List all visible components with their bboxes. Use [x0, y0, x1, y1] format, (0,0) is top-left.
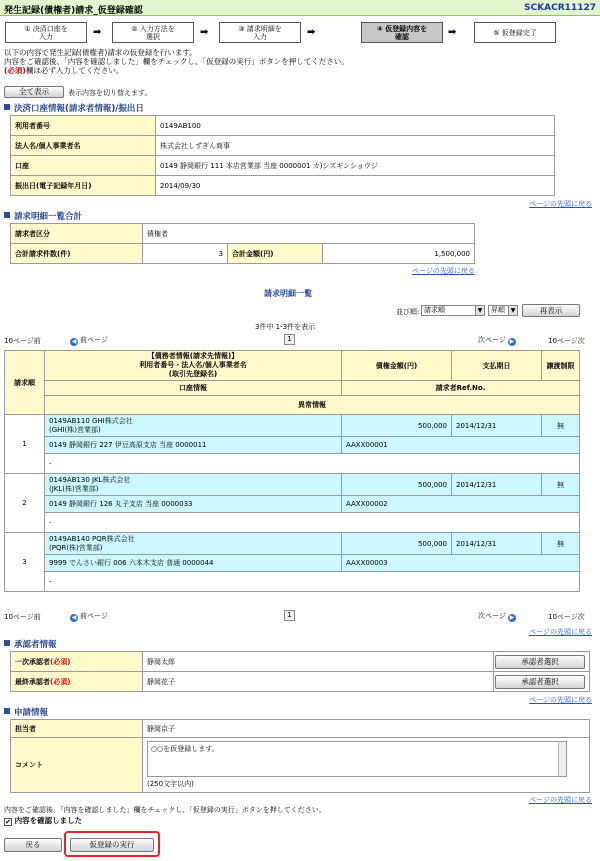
confirm-checkbox-row[interactable]: ✔ 内容を確認しました	[5, 816, 83, 826]
arrow-right-icon: ➡	[307, 27, 316, 38]
chevron-down-icon: ▼	[475, 306, 484, 315]
back-to-top-link[interactable]: ページの先頭に戻る	[529, 200, 592, 208]
redisplay-button[interactable]: 再表示	[522, 304, 580, 317]
table-row: 2 0149AB130 JKL株式会社 (JKL(株)営業部) 500,000 2014/12/31 無	[5, 474, 580, 496]
summary-table: 請求者区分 債権者 合計請求件数(件) 3 合計金額(円) 1,500,000	[10, 223, 475, 264]
chevron-left-icon: ◀	[71, 614, 77, 621]
back-to-top-link[interactable]: ページの先頭に戻る	[529, 628, 592, 636]
prev-10-pages[interactable]: 10ページ前	[4, 613, 41, 621]
chevron-right-icon: ▶	[509, 614, 515, 621]
scrollbar[interactable]	[558, 742, 566, 776]
comment-textarea[interactable]: ○○を仮登録します。	[147, 741, 567, 777]
section-approver: 承認者情報	[4, 638, 57, 650]
back-button[interactable]: 戻る	[4, 838, 62, 852]
back-to-top-link[interactable]: ページの先頭に戻る	[529, 796, 592, 804]
section-account: 決済口座情報(請求者情報)/振出日	[4, 102, 144, 114]
next-10-pages[interactable]: 10ページ次	[548, 613, 585, 621]
next-10-pages[interactable]: 10ページ次	[548, 337, 585, 345]
next-page[interactable]: 次ページ ▶	[478, 612, 515, 621]
back-to-top-link[interactable]: ページの先頭に戻る	[412, 267, 475, 275]
page-number[interactable]: 1	[284, 610, 295, 621]
chevron-left-icon: ◀	[71, 338, 77, 345]
account-table: 利用者番号 0149AB100 法人名/個人事業者名 株式会社しずぎん商事 口座 0149 静岡銀行 111 本店営業部 当座 0000001 カ)シズギンショウジ 振出日(電子記録年月日) 2014/09/30	[10, 115, 555, 196]
result-count: 3件中 1-3件を表示	[255, 323, 316, 331]
approver-table: 一次承認者(必須) 静岡太郎 承認者選択 最終承認者(必須) 静岡花子 承認者選択	[10, 651, 590, 692]
prev-page[interactable]: ◀ 前ページ	[71, 612, 108, 621]
prev-10-pages[interactable]: 10ページ前	[4, 337, 41, 345]
section-apply: 申請情報	[4, 706, 48, 718]
list-title: 請求明細一覧	[264, 289, 312, 298]
step-3: ③ 請求明細を 入力	[219, 22, 301, 43]
detail-table: 請求順 【債務者情報(請求先情報)】 利用者番号・法人名/個人事業者名 (取引先登録名) 債権金額(円) 支払期日 譲渡制限 口座情報 請求者Ref.No. 異常情報 1 0149AB110 GHI株式会社 (GHI(株)営業部) 500,000 2014/12/31 無 0149 静岡銀行 227 伊豆高原支店 当座 0000011 AAXX00001 - 2 0149AB130 JKL株式会社 (JKL(株)営業部) 500,000 2014/12/31 無 0149 静岡銀行 126 丸子支店 当座 0000033 AAXX00002 - 3 0149AB140 PQR株式会社 (PQR(株)営業部) 500,000 2014/12/31 無 9999 でんさい銀行 006 六本木支店 普通 0000044 AAXX00003 -	[4, 350, 580, 592]
order-select[interactable]: 昇順 ▼	[488, 305, 518, 316]
step-5: ⑤ 仮登録完了	[474, 22, 556, 43]
arrow-right-icon: ➡	[93, 27, 102, 38]
confirm-note: 内容をご確認後、「内容を確認しました」欄をチェックし、「仮登録の実行」ボタンを押してください。	[4, 806, 326, 814]
arrow-right-icon: ➡	[200, 27, 209, 38]
prev-page[interactable]: ◀ 前ページ	[71, 336, 108, 345]
apply-table: 担当者 静岡京子 コメント ○○を仮登録します。 (250文字以内)	[10, 719, 590, 793]
table-row: 3 0149AB140 PQR株式会社 (PQR(株)営業部) 500,000 2014/12/31 無	[5, 533, 580, 555]
step-1: ① 決済口座を 入力	[5, 22, 87, 43]
page-number[interactable]: 1	[284, 334, 295, 345]
char-limit-note: (250文字以内)	[147, 780, 194, 788]
step-indicator	[5, 22, 595, 44]
page-title: 発生記録(債権者)請求_仮登録確認	[4, 6, 143, 16]
chevron-down-icon: ▼	[508, 306, 517, 315]
toggle-description: 表示内容を切り替えます。	[68, 89, 152, 97]
arrow-right-icon: ➡	[448, 27, 457, 38]
step-4-current: ④ 仮登録内容を 確認	[361, 22, 443, 43]
back-to-top-link[interactable]: ページの先頭に戻る	[529, 696, 592, 704]
table-row: 1 0149AB110 GHI株式会社 (GHI(株)営業部) 500,000 2014/12/31 無	[5, 415, 580, 437]
intro-text: 以下の内容で発生記録(債権者)請求の仮登録を行います。 内容をご確認後、「内容を確認しました」欄をチェックし、「仮登録の実行」ボタンを押してください。 (必須)欄は必ず入力してください。	[4, 48, 349, 75]
final-approver-select-button[interactable]: 承認者選択	[495, 675, 585, 689]
sort-select[interactable]: 請求順 ▼	[421, 305, 485, 316]
confirm-checkbox[interactable]: ✔	[5, 818, 11, 826]
screen-code: SCKACR11127	[524, 3, 596, 13]
first-approver-select-button[interactable]: 承認者選択	[495, 655, 585, 669]
chevron-right-icon: ▶	[509, 338, 515, 345]
execute-registration-button[interactable]: 仮登録の実行	[70, 838, 154, 852]
show-all-button[interactable]: 全て表示	[4, 86, 64, 98]
title-bar	[0, 0, 600, 16]
sort-label: 並び順:	[396, 308, 420, 316]
section-summary: 請求明細一覧合計	[4, 210, 82, 222]
step-2: ② 入力方法を 選択	[112, 22, 194, 43]
next-page[interactable]: 次ページ ▶	[478, 336, 515, 345]
